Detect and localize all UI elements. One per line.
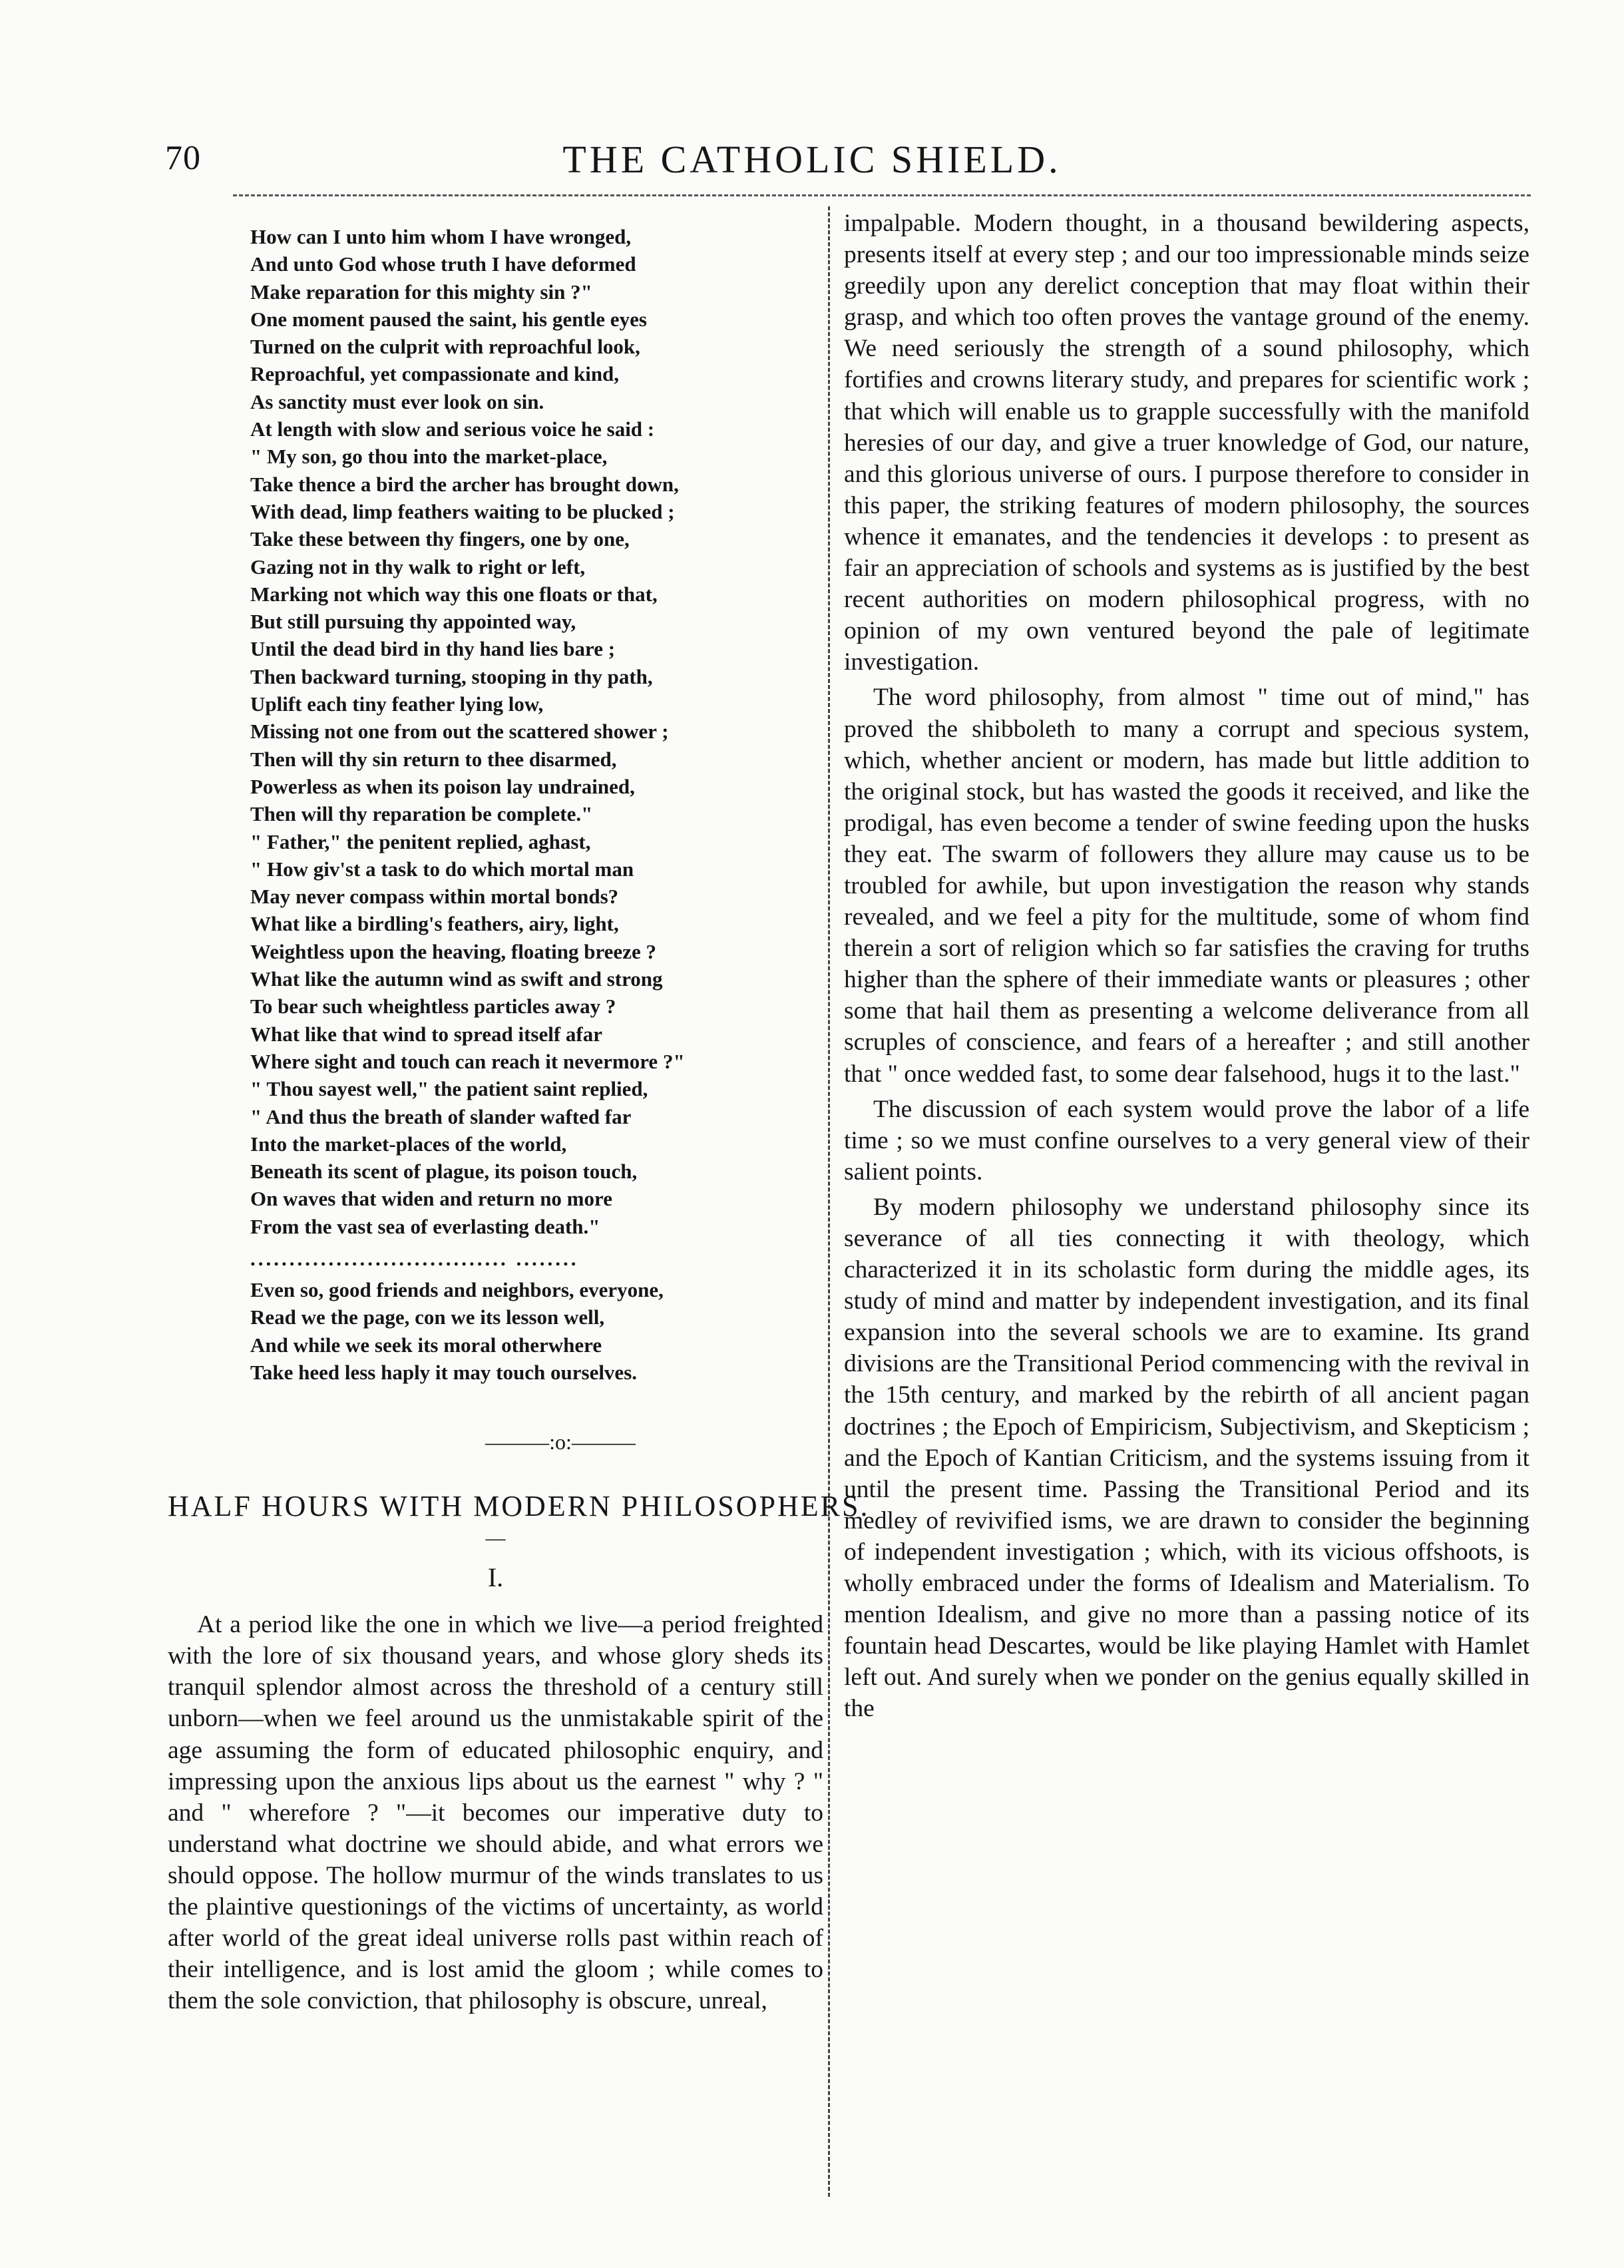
poem-line: But still pursuing thy appointed way, [250, 610, 576, 634]
article-part-number: I. [487, 1562, 504, 1593]
poem-line: What like that wind to spread itself afar [250, 1022, 603, 1046]
poem-line: " And thus the breath of slander wafted far [250, 1104, 632, 1128]
right-column [844, 208, 1529, 1725]
poem-line: Missing not one from out the scattered shower ; [250, 720, 669, 744]
poem-line: What like the autumn wind as swift and strong [250, 967, 663, 991]
poem-line: Read we the page, con we its lesson well, [250, 1305, 605, 1329]
poem-line: Until the dead bird in thy hand lies bare ; [250, 637, 616, 661]
poem-line: Beneath its scent of plague, its poison touch, [250, 1160, 638, 1184]
article-title: HALF HOURS WITH MODERN PHILOSOPHERS. [168, 1490, 870, 1523]
running-head: THE CATHOLIC SHIELD. [562, 138, 1062, 181]
poem-ellipsis: ................................. ........ [250, 1246, 579, 1270]
article-paragraph: impalpable. Modern thought, in a thousand bewildering aspects, presents itself at every step ; and our too impressionable minds seize greedily upon any derelict conception that may float within their grasp, and which too often proves the vantage ground of the enemy. We need seriously the strength of a sound philosophy, which fortifies and crowns literary study, and prepares for scientific work ; that which will enable us to grapple successfully with the manifold heresies of our day, and give a truer knowledge of God, our nature, and this glorious universe of ours. I purpose therefore to consider in this paper, the striking features of modern philosophy, the sources whence it emanates, and the tendencies it develops : to present as fair an appreciation of schools and systems as is justified by the best recent authorities on modern philosophical progress, with no opinion of my own ventured beyond the pale of legitimate investigation. [844, 210, 1529, 676]
article-paragraph: At a period like the one in which we live—a period freighted with the lore of six thousand years, and whose glory sheds its tranquil splendor almost across the threshold of a century still unborn—when we feel around us the unmistakable spirit of the age assuming the form of educated philosophic enquiry, and impressing upon the anxious lips about us the earnest " why ? " and " wherefore ? "—it becomes our imperative duty to understand what doctrine we should abide, and what errors we should oppose. The hollow murmur of the winds translates to us the plaintive questionings of the victims of uncertainty, as world after world of the great ideal universe rolls past within reach of their intelligence, and is lost amid the gloom ; while comes to them the sole conviction, that philosophy is obscure, unreal, [168, 1611, 823, 2015]
poem-line: As sanctity must ever look on sin. [250, 389, 544, 413]
poem-line: How can I unto him whom I have wronged, [250, 225, 632, 248]
poem-line: On waves that widen and return no more [250, 1187, 612, 1211]
poem-line: " My son, go thou into the market-place, [250, 445, 608, 469]
poem-line: Marking not which way this one floats or that, [250, 582, 658, 606]
poem-line: What like a birdling's feathers, airy, light, [250, 912, 619, 936]
poem-line: Even so, good friends and neighbors, everyone, [250, 1277, 664, 1301]
poem-line: Uplift each tiny feather lying low, [250, 692, 544, 716]
poem-line: Take these between thy fingers, one by one, [250, 527, 630, 551]
poem-line: Gazing not in thy walk to right or left, [250, 555, 586, 578]
poem-line: One moment paused the saint, his gentle eyes [250, 307, 647, 331]
section-ornament: ———:o:——— [485, 1430, 636, 1455]
poem-line: Then will thy reparation be complete." [250, 802, 593, 826]
poem-line: At length with slow and serious voice he said : [250, 417, 655, 441]
poem-line: From the vast sea of everlasting death." [250, 1214, 600, 1238]
poem-line: To bear such wheightless particles away ? [250, 995, 616, 1019]
poem-line: Take heed less haply it may touch ourselves. [250, 1360, 638, 1384]
poem-line: Reproachful, yet compassionate and kind, [250, 362, 620, 386]
poem-line: With dead, limp feathers waiting to be plucked ; [250, 499, 675, 523]
left-column [168, 223, 870, 2016]
poem-line: Make reparation for this mighty sin ?" [250, 280, 592, 304]
article-paragraph: By modern philosophy we understand philosophy since its severance of all ties connecting it with theology, which characterized it in its scholastic form during the middle ages, its study of mind and matter by independent investigation, and its final expansion into the several schools we are to examine. Its grand divisions are the Transitional Period commencing with the revival in the 15th century, and marked by the rebirth of all ancient pagan doctrines ; the Epoch of Empiricism, Subjectivism, and Skepticism ; and the Epoch of Kantian Criticism, and the systems issuing from it until the present time. Passing the Transitional Period and its medley of revivified isms, we are drawn to consider the beginning of independent investigation ; which, with its vicious offshoots, is wholly embraced under the forms of Idealism and Materialism. To mention Idealism, and give no more than a passing notice of its fountain head Descartes, would be like playing Hamlet with Hamlet left out. And surely when we ponder on the genius equally skilled in the [844, 1193, 1529, 1723]
page-number: 70 [165, 139, 201, 177]
poem-line: And while we seek its moral otherwhere [250, 1333, 602, 1357]
title-dash: — [485, 1527, 506, 1550]
poem-line: " Father," the penitent replied, aghast, [250, 829, 591, 853]
article-paragraph: The word philosophy, from almost " time out of mind," has proved the shibboleth to many a corrupt and specious system, which, whether ancient or modern, has made but little addition to the original stock, but has wasted the goods it received, and like the prodigal, has even become a tender of swine feeding upon the husks they eat. The swarm of followers they allure may cause us to be troubled for awhile, but upon investigation the reason why stands revealed, and we feel a pity for the multitude, some of whom find therein a sort of religion which so far satisfies the craving for truths higher than the sphere of their immediate wants or pleasures ; other some that hail them as presenting a welcome deliverance from all scruples of conscience, and fears of a hereafter ; and still another that " once wedded fast, to some dear falsehood, hugs it to the last." [844, 684, 1529, 1088]
poem-line: Then will thy sin return to thee disarmed, [250, 747, 617, 771]
poem-line: Then backward turning, stooping in thy path, [250, 664, 653, 688]
column-divider [828, 206, 830, 2197]
poem [250, 223, 823, 1240]
poem-line: " How giv'st a task to do which mortal man [250, 857, 634, 881]
poem-line: May never compass within mortal bonds? [250, 885, 619, 909]
poem-line: Take thence a bird the archer has brought down, [250, 472, 679, 496]
header-rule [233, 194, 1531, 196]
poem-line: Powerless as when its poison lay undrained, [250, 774, 635, 798]
poem-line: Weightless upon the heaving, floating breeze ? [250, 939, 656, 963]
poem-line: Into the market-places of the world, [250, 1132, 567, 1156]
poem-closing-stanza [250, 1276, 823, 1386]
poem-line: Where sight and touch can reach it nevermore ?" [250, 1049, 685, 1073]
article-paragraph: The discussion of each system would prove the labor of a life time ; so we must confine ourselves to a very general view of their salient points. [844, 1095, 1529, 1186]
poem-line: " Thou sayest well," the patient saint replied, [250, 1077, 648, 1101]
poem-line: Turned on the culprit with reproachful look, [250, 335, 640, 359]
poem-line: And unto God whose truth I have deformed [250, 252, 636, 276]
